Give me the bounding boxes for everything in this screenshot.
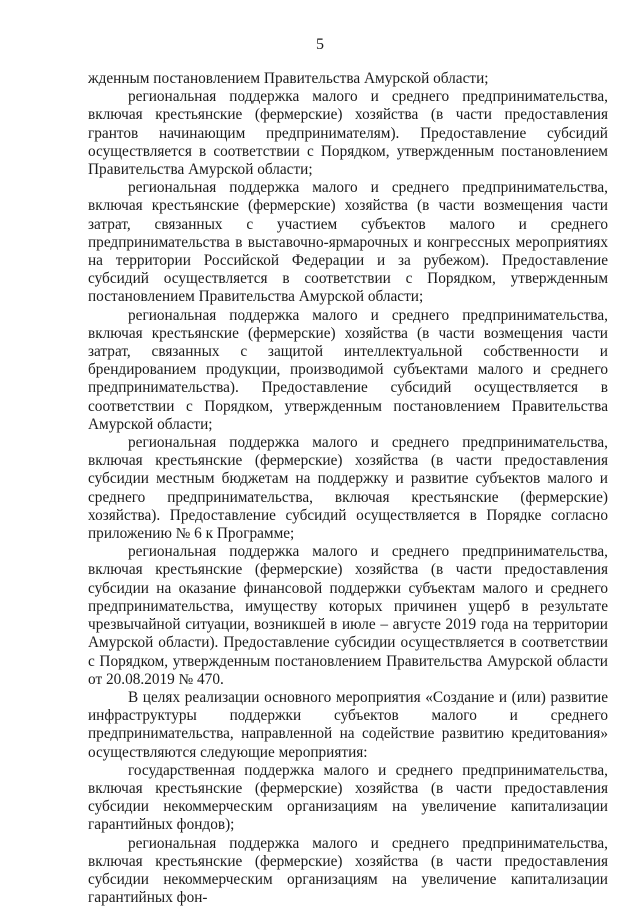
paragraph: региональная поддержка малого и среднего предпринимательства, включая крестьянские (фермерские) хозяйства (в части предоставления субсидии некоммерческим организациям на увеличение капитализации гарантийных фон-	[88, 834, 608, 907]
paragraph: государственная поддержка малого и среднего предпринимательства, включая крестьянские (фермерские) хозяйства (в части предоставления субсидии некоммерческим организациям на увеличение капитализации гарантийных фондов);	[88, 761, 608, 834]
body-text	[88, 70, 608, 907]
paragraph: региональная поддержка малого и среднего предпринимательства, включая крестьянские (фермерские) хозяйства (в части возмещения части затрат, связанных с защитой интеллектуальной собственности и брендированием продукции, производимой субъектами малого и среднего предпринимательства). Предоставление субсидий осуществляется в соответствии с Порядком, утвержденным постановлением Правительства Амурской области;	[88, 306, 608, 433]
paragraph: региональная поддержка малого и среднего предпринимательства, включая крестьянские (фермерские) хозяйства (в части предоставления субсидии на оказание финансовой поддержки субъектам малого и среднего предпринимательства, имуществу которых причинен ущерб в результате чрезвычайной ситуации, возникшей в июле – августе 2019 года на территории Амурской области). Предоставление субсидии осуществляется в соответствии с Порядком, утвержденным постановлением Правительства Амурской области от 20.08.2019 № 470.	[88, 543, 608, 688]
paragraph: региональная поддержка малого и среднего предпринимательства, включая крестьянские (фермерские) хозяйства (в части предоставления грантов начинающим предпринимателям). Предоставление субсидий осуществляется в соответствии с Порядком, утвержденным постановлением Правительства Амурской области;	[88, 88, 608, 179]
page-number: 5	[316, 36, 324, 53]
paragraph: региональная поддержка малого и среднего предпринимательства, включая крестьянские (фермерские) хозяйства (в части возмещения части затрат, связанных с участием субъектов малого и среднего предпринимательства в выставочно-ярмарочных и конгрессных мероприятиях на территории Российской Федерации и за рубежом). Предоставление субсидий осуществляется в соответствии с Порядком, утвержденным постановлением Правительства Амурской области;	[88, 179, 608, 306]
paragraph: региональная поддержка малого и среднего предпринимательства, включая крестьянские (фермерские) хозяйства (в части предоставления субсидии местным бюджетам на поддержку и развитие субъектов малого и среднего предпринимательства, включая крестьянские (фермерские) хозяйства). Предоставление субсидий осуществляется в Порядке согласно приложению № 6 к Программе;	[88, 434, 608, 543]
paragraph: жденным постановлением Правительства Амурской области;	[88, 70, 489, 87]
paragraph: В целях реализации основного мероприятия «Создание и (или) развитие инфраструктуры поддержки субъектов малого и среднего предпринимательства, направленной на содействие развитию кредитования» осуществляются следующие мероприятия:	[88, 688, 608, 761]
